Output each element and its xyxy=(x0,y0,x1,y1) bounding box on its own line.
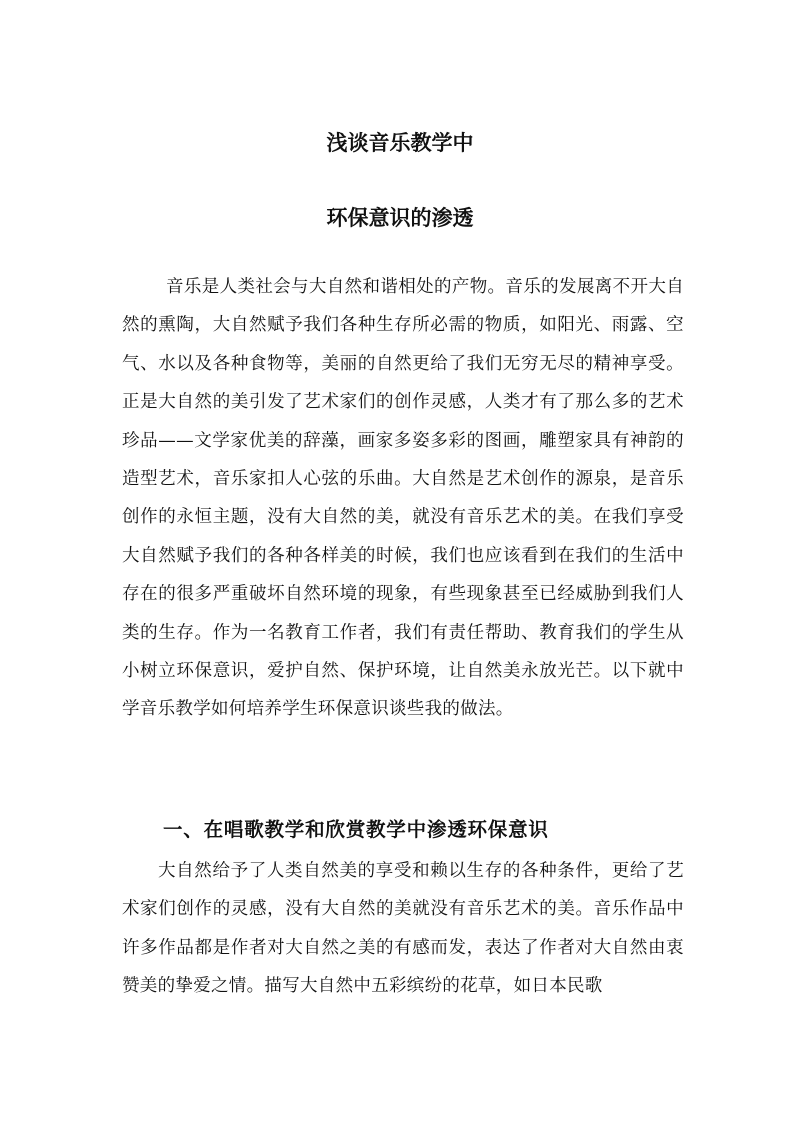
section-heading-1: 一、在唱歌教学和欣赏教学中渗透环保意识 xyxy=(163,818,549,841)
section-1-paragraph: 大自然给予了人类自然美的享受和赖以生存的各种条件，更给了艺术家们创作的灵感，没有大自然的美就没有音乐艺术的美。音乐作品中许多作品都是作者对大自然之美的有感而发，表达了作者对大自然由衷赞美的挚爱之情。描写大自然中五彩缤纷的花草，如日本民歌 xyxy=(122,861,684,997)
intro-paragraph: 音乐是人类社会与大自然和谐相处的产物。音乐的发展离不开大自然的熏陶，大自然赋予我们各种生存所必需的物质，如阳光、雨露、空气、水以及各种食物等，美丽的自然更给了我们无穷无尽的精神享受。正是大自然的美引发了艺术家们的创作灵感，人类才有了那么多的艺术珍品——文学家优美的辞藻，画家多姿多彩的图画，雕塑家具有神韵的造型艺术，音乐家扣人心弦的乐曲。大自然是艺术创作的源泉，是音乐创作的永恒主题，没有大自然的美，就没有音乐艺术的美。在我们享受大自然赋予我们的各种各样美的时候，我们也应该看到在我们的生活中存在的很多严重破坏自然环境的现象，有些现象甚至已经威胁到我们人类的生存。作为一名教育工作者，我们有责任帮助、教育我们的学生从小树立环保意识，爱护自然、保护环境，让自然美永放光芒。以下就中学音乐教学如何培养学生环保意识谈些我的做法。 xyxy=(122,277,684,720)
document-title-line-2: 环保意识的渗透 xyxy=(326,206,474,230)
document-title-line-1: 浅谈音乐教学中 xyxy=(326,131,474,155)
